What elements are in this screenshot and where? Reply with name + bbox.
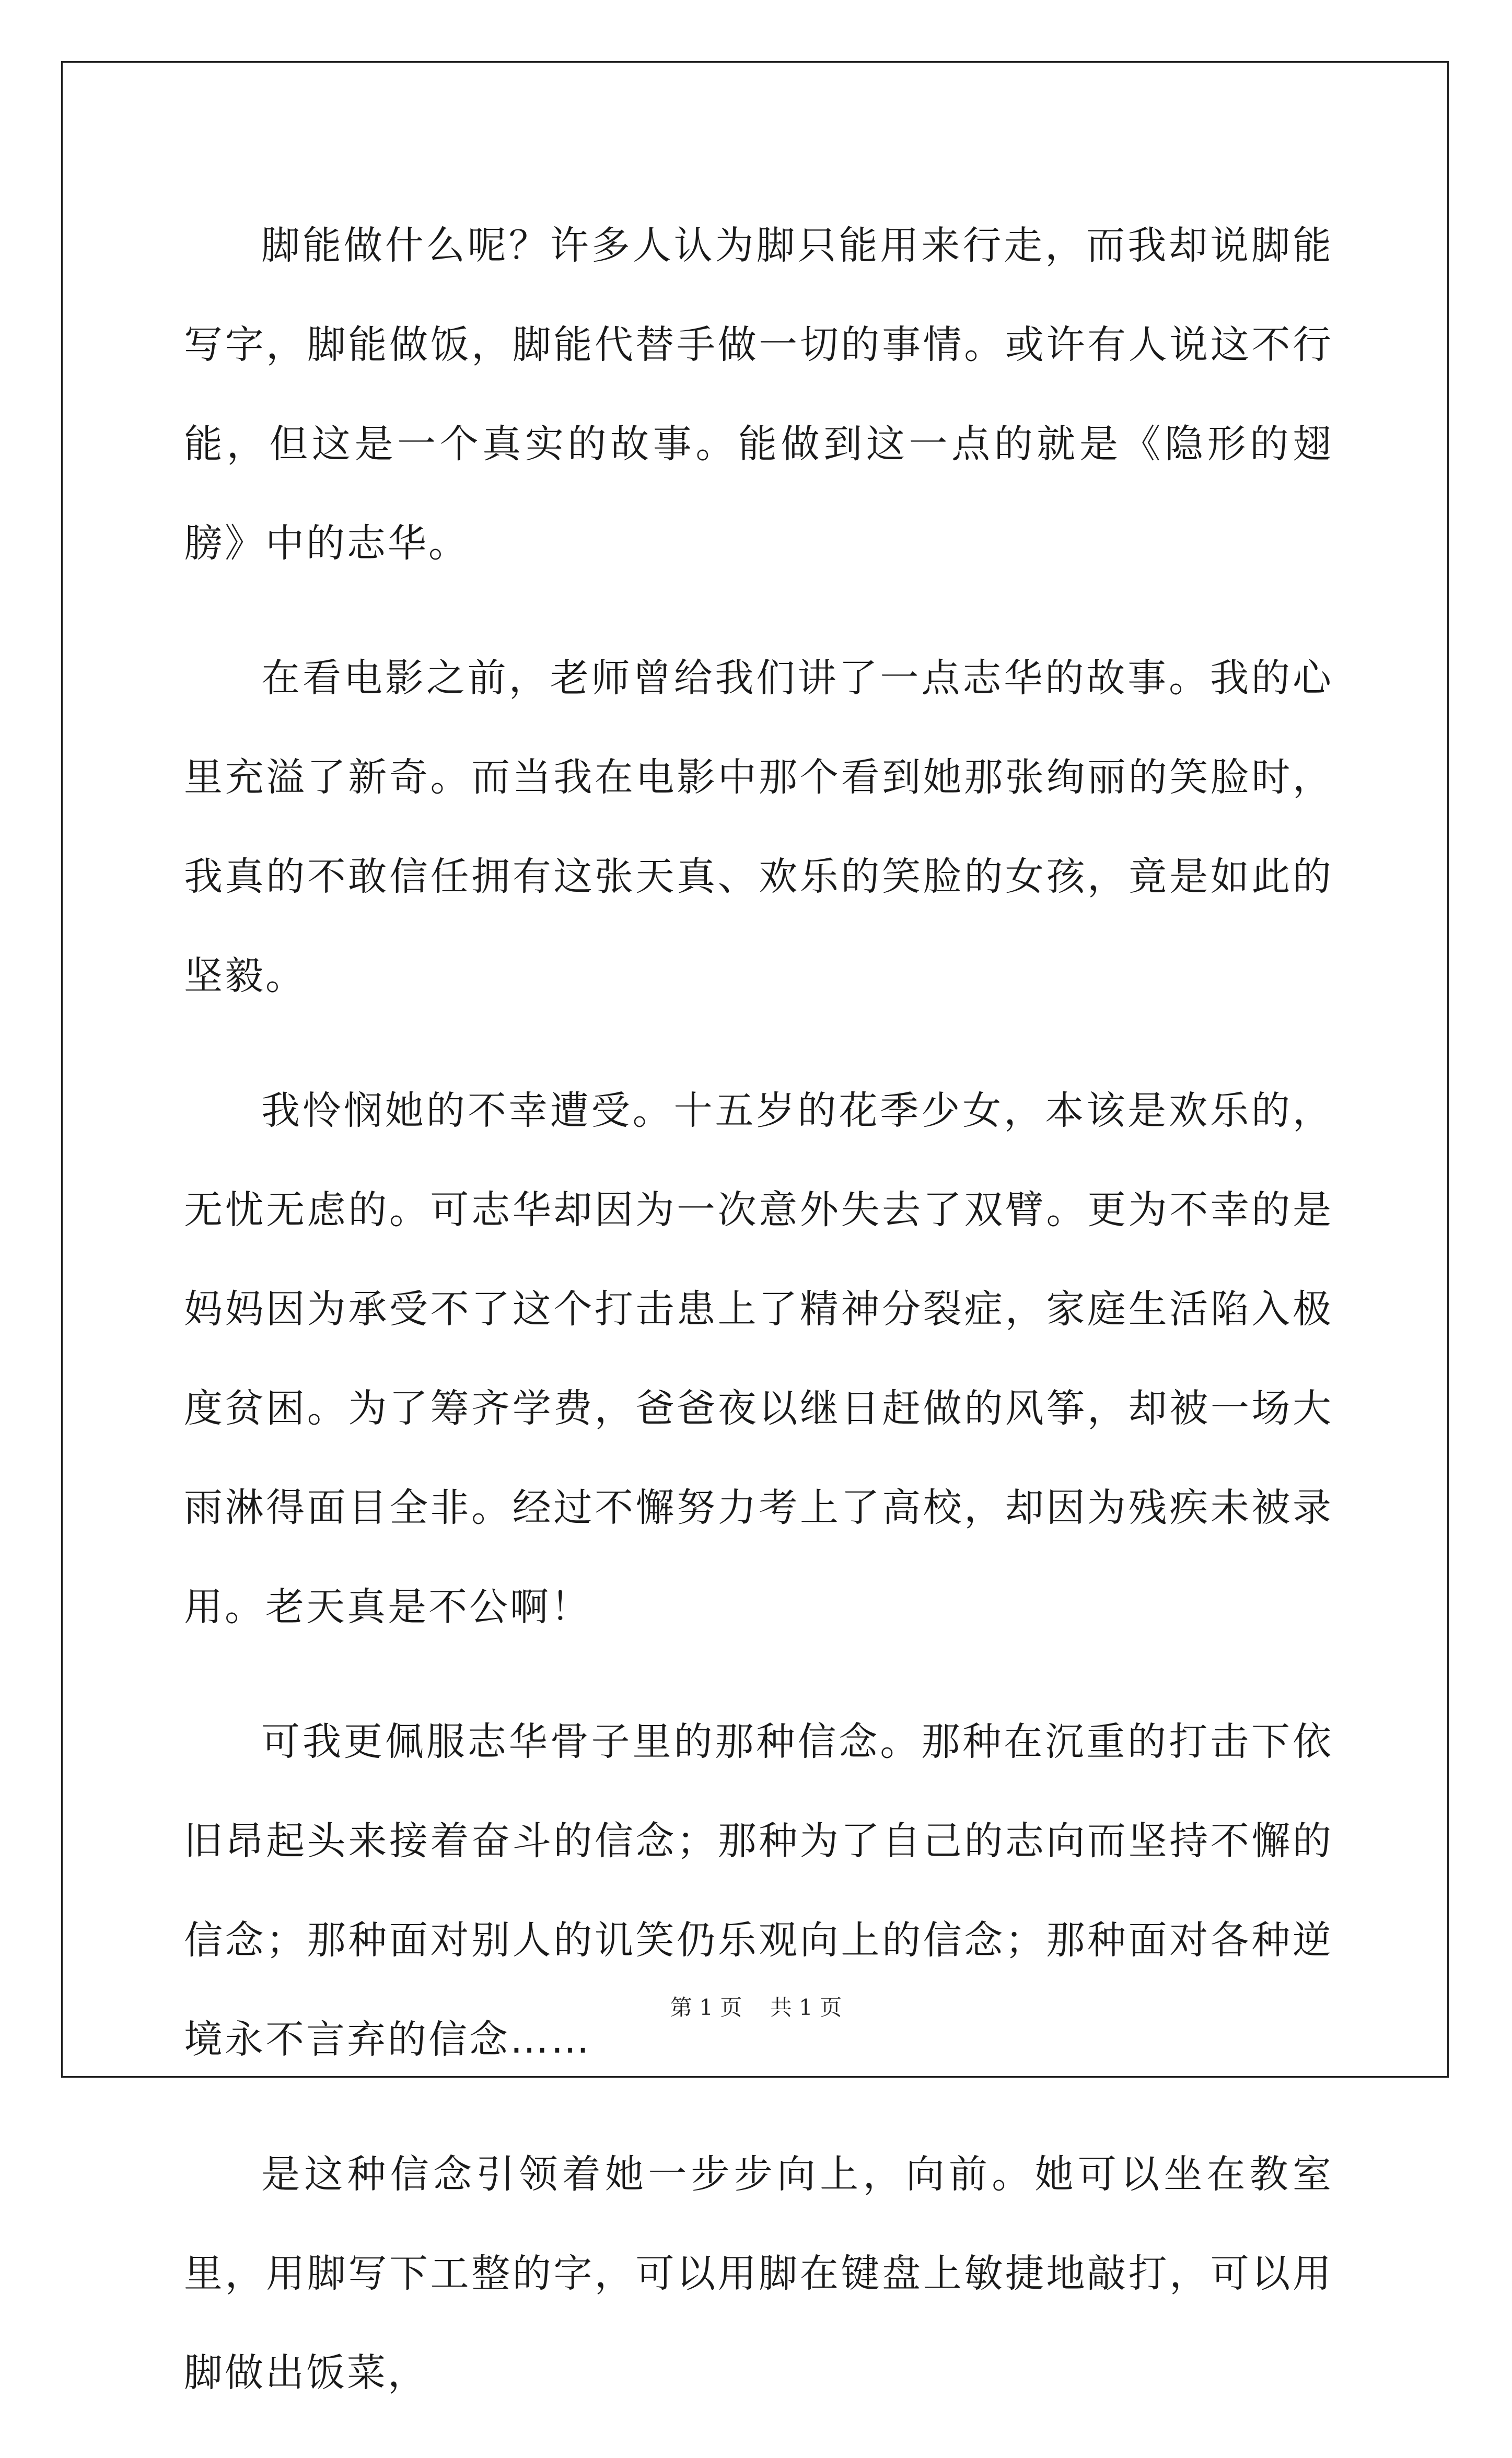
document-body [184,196,1333,2458]
paragraph-5: 是这种信念引领着她一步步向上，向前。她可以坐在教室里，用脚写下工整的字，可以用脚在键盘上敏捷地敲打，可以用脚做出饭菜， [184,2152,1333,2395]
paragraph-2: 在看电影之前，老师曾给我们讲了一点志华的故事。我的心里充溢了新奇。而当我在电影中那个看到她那张绚丽的笑脸时，我真的不敢信任拥有这张天真、欢乐的笑脸的女孩，竟是如此的坚毅。 [184,656,1333,998]
total-pages: 共 1 页 [770,1995,842,2020]
paragraph-4: 可我更佩服志华骨子里的那种信念。那种在沉重的打击下依旧昂起头来接着奋斗的信念；那种为了自己的志向而坚持不懈的信念；那种面对别人的讥笑仍乐观向上的信念；那种面对各种逆境永不言弃的信念…… [184,1719,1333,2062]
paragraph-3: 我怜悯她的不幸遭受。十五岁的花季少女，本该是欢乐的，无忧无虑的。可志华却因为一次意外失去了双臂。更为不幸的是妈妈因为承受不了这个打击患上了精神分裂症，家庭生活陷入极度贫困。为了筹齐学费，爸爸夜以继日赶做的风筝，却被一场大雨淋得面目全非。经过不懈努力考上了高校，却因为残疾未被录用。老天真是不公啊！ [184,1088,1333,1629]
page-footer [0,1990,1512,2022]
paragraph-1: 脚能做什么呢？许多人认为脚只能用来行走，而我却说脚能写字，脚能做饭，脚能代替手做一切的事情。或许有人说这不行能，但这是一个真实的故事。能做到这一点的就是《隐形的翅膀》中的志华。 [184,223,1333,566]
page-number: 第 1 页 [670,1995,742,2020]
